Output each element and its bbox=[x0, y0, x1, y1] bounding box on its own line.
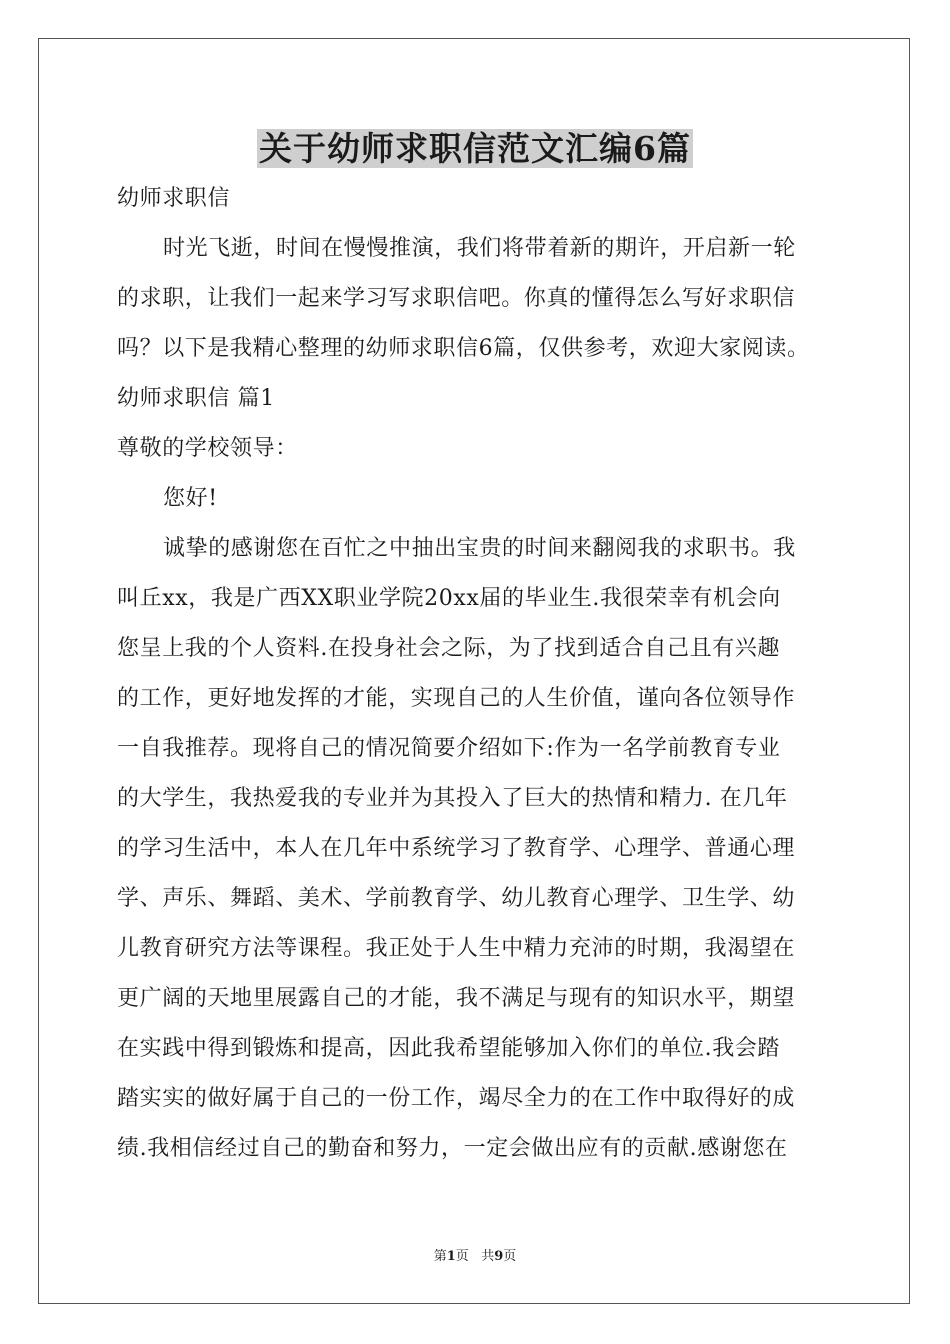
body-line: 诚挚的感谢您在百忙之中抽出宝贵的时间来翻阅我的求职书。我 bbox=[163, 536, 796, 561]
page-current: 1 bbox=[446, 1249, 456, 1264]
salutation: 尊敬的学校领导： bbox=[117, 436, 298, 461]
body-line: 踏实实的做好属于自己的一份工作，竭尽全力的在工作中取得好的成 bbox=[117, 1086, 796, 1111]
page-label-suffix: 页 bbox=[455, 1249, 469, 1264]
body-line: 绩.我相信经过自己的勤奋和努力，一定会做出应有的贡献.感谢您在 bbox=[117, 1136, 788, 1161]
body-line: 的大学生，我热爱我的专业并为其投入了巨大的热情和精力. 在几年 bbox=[117, 786, 788, 811]
page-border bbox=[38, 38, 910, 1304]
body-line: 的工作，更好地发挥的才能，实现自己的人生价值，谨向各位领导作 bbox=[117, 686, 796, 711]
body-line: 更广阔的天地里展露自己的才能，我不满足与现有的知识水平，期望 bbox=[117, 986, 796, 1011]
page-footer bbox=[0, 1248, 950, 1266]
total-label-prefix: 共 bbox=[481, 1249, 495, 1264]
body-line: 时光飞逝，时间在慢慢推演，我们将带着新的期许，开启新一轮 bbox=[163, 236, 796, 261]
body-line: 的学习生活中，本人在几年中系统学习了教育学、心理学、普通心理 bbox=[117, 836, 796, 861]
document-title-text: 关于幼师求职信范文汇编6篇 bbox=[259, 129, 691, 168]
document-title bbox=[0, 126, 950, 172]
body-line: 的求职，让我们一起来学习写求职信吧。你真的懂得怎么写好求职信 bbox=[117, 286, 796, 311]
section-heading: 幼师求职信 篇1 bbox=[117, 386, 275, 411]
body-line: 叫丘xx，我是广西XX职业学院20xx届的毕业生.我很荣幸有机会向 bbox=[117, 586, 781, 611]
body-line: 吗？以下是我精心整理的幼师求职信6篇，仅供参考，欢迎大家阅读。 bbox=[117, 336, 810, 361]
page-label-prefix: 第 bbox=[433, 1249, 447, 1264]
body-line: 学、声乐、舞蹈、美术、学前教育学、幼儿教育心理学、卫生学、幼 bbox=[117, 886, 796, 911]
total-label-suffix: 页 bbox=[503, 1249, 517, 1264]
body-line: 在实践中得到锻炼和提高，因此我希望能够加入你们的单位.我会踏 bbox=[117, 1036, 780, 1061]
body-line: 您呈上我的个人资料.在投身社会之际，为了找到适合自己且有兴趣 bbox=[117, 636, 780, 661]
page-total: 9 bbox=[494, 1249, 504, 1264]
body-line: 儿教育研究方法等课程。我正处于人生中精力充沛的时期，我渴望在 bbox=[117, 936, 796, 961]
body-line: 一自我推荐。现将自己的情况简要介绍如下:作为一名学前教育专业 bbox=[117, 736, 781, 761]
subtitle-line: 幼师求职信 bbox=[117, 186, 231, 211]
greeting: 您好! bbox=[163, 486, 218, 511]
